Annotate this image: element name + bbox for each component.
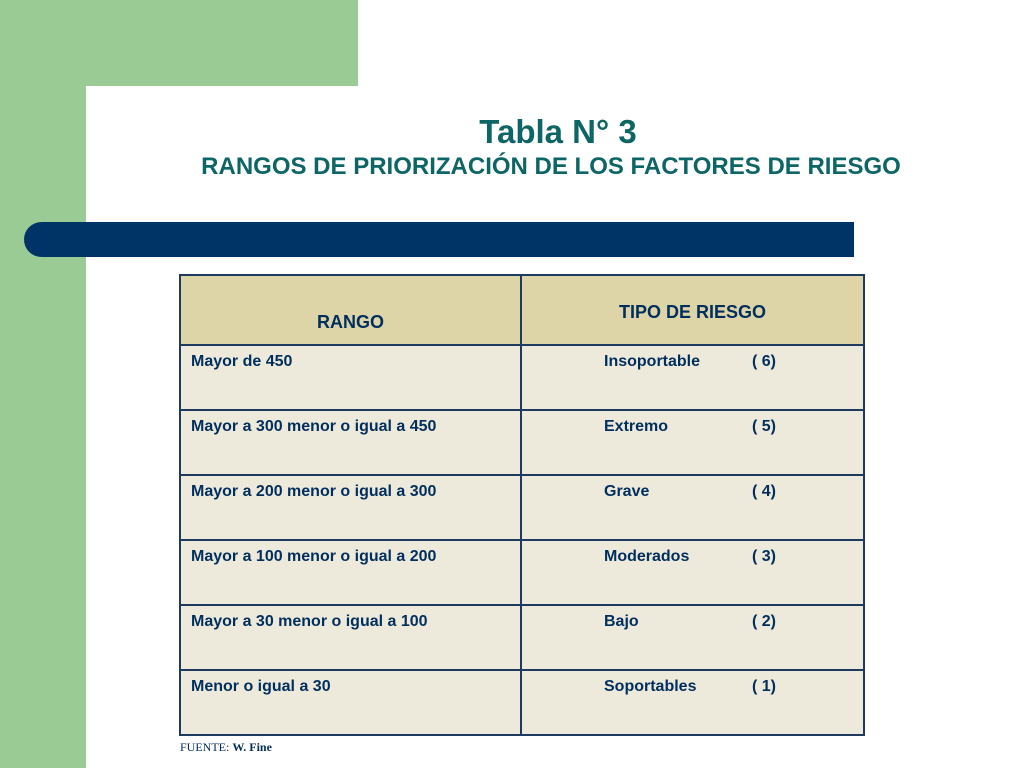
tipo-level: ( 5) bbox=[752, 418, 776, 435]
rango-value: Mayor a 200 menor o igual a 300 bbox=[191, 483, 437, 500]
table-number-title: Tabla N° 3 bbox=[479, 113, 637, 150]
tipo-level: ( 2) bbox=[752, 613, 776, 630]
tipo-level: ( 6) bbox=[752, 353, 776, 370]
tipo-name: Soportables bbox=[604, 678, 697, 695]
slide-title bbox=[86, 112, 1016, 182]
rango-cell bbox=[180, 540, 521, 605]
table-header-row bbox=[180, 275, 864, 345]
tipo-level: ( 3) bbox=[752, 548, 776, 565]
tipo-name: Insoportable bbox=[604, 353, 701, 370]
risk-ranges-table bbox=[179, 274, 865, 736]
tipo-cell bbox=[521, 410, 864, 475]
tipo-name: Grave bbox=[604, 483, 650, 500]
rango-cell bbox=[180, 475, 521, 540]
tipo-cell bbox=[521, 475, 864, 540]
rango-cell bbox=[180, 410, 521, 475]
table-row bbox=[180, 670, 864, 735]
rango-value: Mayor a 100 menor o igual a 200 bbox=[191, 548, 437, 565]
top-green-block bbox=[86, 0, 358, 86]
column-header-rango bbox=[180, 275, 521, 345]
tipo-name: Bajo bbox=[604, 613, 639, 630]
source-note bbox=[180, 740, 272, 755]
left-green-strip bbox=[0, 0, 86, 768]
tipo-level: ( 4) bbox=[752, 483, 776, 500]
rango-value: Mayor de 450 bbox=[191, 353, 293, 370]
table-row bbox=[180, 410, 864, 475]
tipo-level: ( 1) bbox=[752, 678, 776, 695]
rango-value: Mayor a 300 menor o igual a 450 bbox=[191, 418, 437, 435]
rango-cell bbox=[180, 670, 521, 735]
tipo-cell bbox=[521, 540, 864, 605]
rango-cell bbox=[180, 345, 521, 410]
tipo-cell bbox=[521, 670, 864, 735]
column-header-rango-label: RANGO bbox=[317, 312, 384, 332]
tipo-cell bbox=[521, 605, 864, 670]
navy-divider-bar bbox=[24, 222, 854, 257]
column-header-tipo bbox=[521, 275, 864, 345]
table-row bbox=[180, 540, 864, 605]
rango-value: Menor o igual a 30 bbox=[191, 678, 331, 695]
source-author: W. Fine bbox=[232, 740, 272, 754]
tipo-name: Moderados bbox=[604, 548, 690, 565]
table-row bbox=[180, 605, 864, 670]
table-subtitle: RANGOS DE PRIORIZACIÓN DE LOS FACTORES DE RIESGO bbox=[201, 153, 901, 180]
tipo-name: Extremo bbox=[604, 418, 669, 435]
source-label: FUENTE: bbox=[180, 740, 230, 754]
table-row bbox=[180, 475, 864, 540]
column-header-tipo-label: TIPO DE RIESGO bbox=[618, 302, 767, 322]
tipo-cell bbox=[521, 345, 864, 410]
rango-cell bbox=[180, 605, 521, 670]
rango-value: Mayor a 30 menor o igual a 100 bbox=[191, 613, 428, 630]
table-row bbox=[180, 345, 864, 410]
